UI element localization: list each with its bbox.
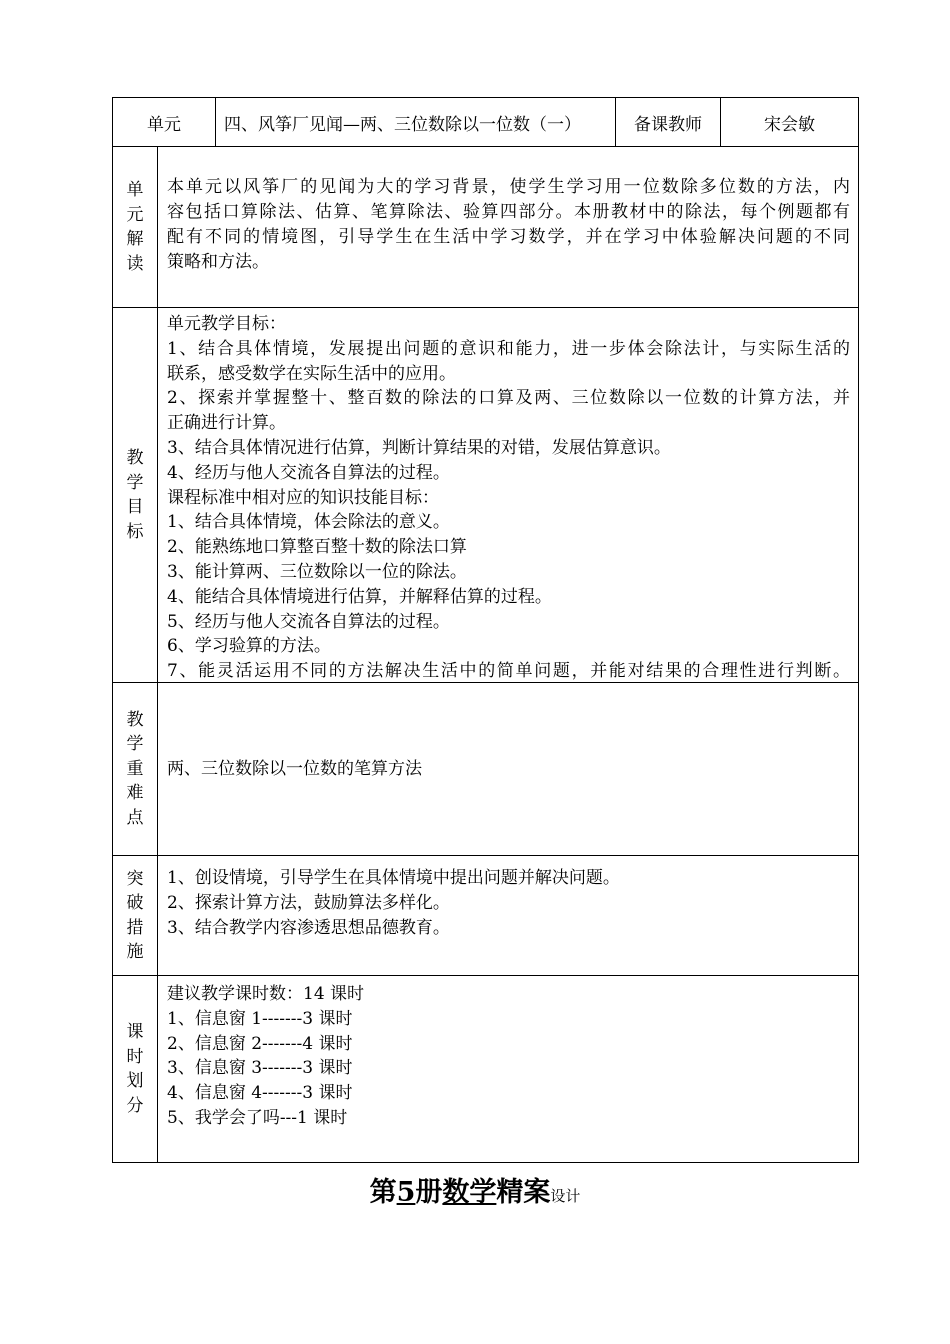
text-line: 建议教学课时数：14 课时 <box>167 984 365 1004</box>
section-teaching-objectives <box>112 308 859 683</box>
text-line: 课程标准中相对应的知识技能目标： <box>167 487 439 508</box>
text-line: 4、能结合具体情境进行估算，并解释估算的过程。 <box>167 586 552 607</box>
text-line: 5、我学会了吗---1 课时 <box>167 1107 348 1128</box>
text-line: 容包括口算除法、估算、笔算除法、验算四部分。本册教材中的除法，每个例题都有 <box>167 202 850 222</box>
text-line: 两、三位数除以一位数的笔算方法 <box>167 758 422 779</box>
text-line: 配有不同的情境图，引导学生在生活中学习数学，并在学习中体验解决问题的不同 <box>167 227 850 247</box>
text-line: 2、探索计算方法，鼓励算法多样化。 <box>167 892 450 913</box>
text-line: 正确进行计算。 <box>167 413 286 434</box>
teacher-name: 宋会敏 <box>764 114 815 135</box>
section-breakthrough-measures <box>112 856 859 976</box>
text-line: 5、经历与他人交流各自算法的过程。 <box>167 611 450 632</box>
text-line: 策略和方法。 <box>167 252 269 272</box>
section-content <box>158 147 858 307</box>
section-label: 课 时 划 分 <box>113 976 158 1162</box>
section-content <box>158 683 858 855</box>
page-footer-title: 第5册数学精案设计 <box>369 1177 581 1208</box>
text-line: 3、结合教学内容渗透思想品德教育。 <box>167 917 450 938</box>
section-lesson-schedule <box>112 976 859 1163</box>
text-line: 1、结合具体情境，体会除法的意义。 <box>167 512 450 533</box>
text-line: 单元教学目标： <box>167 314 286 334</box>
text-line: 3、结合具体情况进行估算，判断计算结果的对错，发展估算意识。 <box>167 437 671 458</box>
text-line: 1、结合具体情境，发展提出问题的意识和能力，进一步体会除法计，与实际生活的 <box>167 338 850 359</box>
teacher-label: 备课教师 <box>616 98 721 146</box>
section-key-difficult-points <box>112 683 859 856</box>
header-row <box>112 97 859 147</box>
text-line: 7、能灵活运用不同的方法解决生活中的简单问题，并能对结果的合理性进行判断。 <box>167 661 850 682</box>
section-label: 单 元 解 读 <box>113 147 158 307</box>
section-unit-interpretation <box>112 147 859 308</box>
unit-title: 四、风筝厂见闻—两、三位数除以一位数（一） <box>216 98 616 146</box>
text-line: 联系，感受数学在实际生活中的应用。 <box>167 363 456 384</box>
section-label: 教 学 重 难 点 <box>113 683 158 855</box>
section-label: 突 破 措 施 <box>113 856 158 975</box>
section-content <box>158 308 858 682</box>
text-line: 2、信息窗 2-------4 课时 <box>167 1033 353 1054</box>
text-line: 2、探索并掌握整十、整百数的除法的口算及两、三位数除以一位数的计算方法，并 <box>167 388 850 409</box>
section-content <box>158 976 858 1162</box>
section-content <box>158 856 858 975</box>
text-line: 4、信息窗 4-------3 课时 <box>167 1083 353 1104</box>
text-line: 4、经历与他人交流各自算法的过程。 <box>167 462 450 483</box>
text-line: 3、信息窗 3-------3 课时 <box>167 1058 353 1079</box>
text-line: 6、学习验算的方法。 <box>167 636 331 657</box>
text-line: 本单元以风筝厂的见闻为大的学习背景，使学生学习用一位数除多位数的方法，内 <box>167 177 850 197</box>
text-line: 3、能计算两、三位数除以一位的除法。 <box>167 561 467 582</box>
text-line: 1、信息窗 1-------3 课时 <box>167 1008 353 1029</box>
section-label: 教 学 目 标 <box>113 308 158 682</box>
text-line: 2、能熟练地口算整百整十数的除法口算 <box>167 537 467 558</box>
unit-label: 单元 <box>113 98 216 146</box>
text-line: 1、创设情境，引导学生在具体情境中提出问题并解决问题。 <box>167 868 620 888</box>
